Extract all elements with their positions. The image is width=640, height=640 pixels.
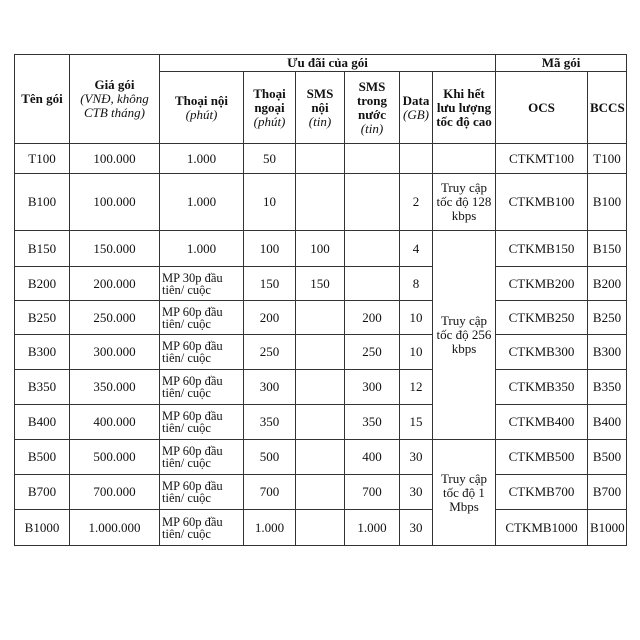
cell-sms-nuoc: 200: [345, 301, 400, 335]
header-ten-goi: Tên gói: [15, 55, 70, 144]
cell-ten: T100: [15, 144, 70, 174]
cell-sms-noi: [296, 335, 345, 370]
cell-sms-nuoc: 350: [345, 405, 400, 440]
table-row: [15, 405, 627, 440]
cell-ocs: CTKMB500: [496, 440, 588, 475]
cell-ten: B200: [15, 267, 70, 301]
cell-sms-nuoc: [345, 267, 400, 301]
cell-sms-nuoc: 400: [345, 440, 400, 475]
table-row: [15, 231, 627, 267]
cell-thoai-noi: 1.000: [160, 144, 244, 174]
cell-gia: 250.000: [70, 301, 160, 335]
cell-ocs: CTKMB150: [496, 231, 588, 267]
header-data: [400, 72, 433, 144]
cell-sms-nuoc: [345, 231, 400, 267]
cell-ten: B250: [15, 301, 70, 335]
cell-bccs: B250: [588, 301, 627, 335]
cell-sms-nuoc: 250: [345, 335, 400, 370]
cell-thoai-ngoai: 200: [244, 301, 296, 335]
cell-ten: B150: [15, 231, 70, 267]
cell-thoai-noi: MP 60p đầu tiên/ cuộc: [160, 510, 244, 546]
table-row: [15, 267, 627, 301]
cell-data: [400, 144, 433, 174]
cell-gia: 100.000: [70, 144, 160, 174]
cell-gia: 500.000: [70, 440, 160, 475]
cell-thoai-noi: 1.000: [160, 174, 244, 231]
cell-bccs: B150: [588, 231, 627, 267]
table-row: [15, 440, 627, 475]
cell-bccs: B700: [588, 475, 627, 510]
cell-gia: 700.000: [70, 475, 160, 510]
cell-thoai-ngoai: 300: [244, 370, 296, 405]
table-row: [15, 144, 627, 174]
cell-ten: B1000: [15, 510, 70, 546]
cell-thoai-noi: MP 60p đầu tiên/ cuộc: [160, 301, 244, 335]
cell-thoai-ngoai: 50: [244, 144, 296, 174]
header-data-sub: (GB): [403, 106, 429, 122]
cell-ten: B100: [15, 174, 70, 231]
cell-sms-noi: [296, 440, 345, 475]
cell-gia: 100.000: [70, 174, 160, 231]
cell-thoai-ngoai: 500: [244, 440, 296, 475]
header-sms-trong-nuoc-sub: (tin): [360, 120, 384, 136]
header-sms-trong-nuoc-label: SMS trong nước: [356, 78, 388, 122]
cell-thoai-ngoai: 1.000: [244, 510, 296, 546]
header-thoai-noi-sub: (phút): [185, 106, 218, 122]
cell-sms-noi: [296, 144, 345, 174]
cell-sms-noi: [296, 174, 345, 231]
cell-thoai-ngoai: 150: [244, 267, 296, 301]
cell-sms-nuoc: [345, 174, 400, 231]
table-row: [15, 475, 627, 510]
cell-thoai-ngoai: 10: [244, 174, 296, 231]
cell-thoai-noi: MP 60p đầu tiên/ cuộc: [160, 370, 244, 405]
cell-thoai-noi: MP 30p đầu tiên/ cuộc: [160, 267, 244, 301]
cell-ten: B400: [15, 405, 70, 440]
cell-data: 10: [400, 301, 433, 335]
cell-data: 4: [400, 231, 433, 267]
cell-sms-noi: 100: [296, 231, 345, 267]
cell-ocs: CTKMB300: [496, 335, 588, 370]
cell-data: 12: [400, 370, 433, 405]
cell-sms-noi: [296, 301, 345, 335]
cell-thoai-ngoai: 250: [244, 335, 296, 370]
cell-speed-256: Truy cập tốc độ 256 kbps: [433, 231, 496, 440]
cell-data: 10: [400, 335, 433, 370]
cell-thoai-noi: MP 60p đầu tiên/ cuộc: [160, 475, 244, 510]
header-gia-goi-label: Giá gói: [94, 77, 135, 92]
cell-sms-noi: [296, 405, 345, 440]
cell-thoai-noi: MP 60p đầu tiên/ cuộc: [160, 335, 244, 370]
cell-thoai-ngoai: 100: [244, 231, 296, 267]
cell-gia: 150.000: [70, 231, 160, 267]
header-sms-noi-label: SMS nội: [306, 85, 334, 115]
cell-gia: 300.000: [70, 335, 160, 370]
header-thoai-ngoai: [244, 72, 296, 144]
cell-sms-noi: [296, 370, 345, 405]
header-ma-goi: Mã gói: [496, 55, 627, 72]
header-sms-trong-nuoc: [345, 72, 400, 144]
header-sms-noi: [296, 72, 345, 144]
table-row: [15, 510, 627, 546]
cell-bccs: T100: [588, 144, 627, 174]
package-table: [14, 54, 627, 546]
cell-gia: 400.000: [70, 405, 160, 440]
cell-ocs: CTKMB1000: [496, 510, 588, 546]
cell-data: 2: [400, 174, 433, 231]
header-data-label: Data: [402, 92, 430, 108]
cell-ocs: CTKMT100: [496, 144, 588, 174]
cell-ten: B350: [15, 370, 70, 405]
cell-bccs: B400: [588, 405, 627, 440]
header-sms-noi-sub: (tin): [308, 113, 332, 129]
header-gia-goi-sub: (VNĐ, không CTB tháng): [80, 91, 149, 120]
header-ocs: OCS: [496, 72, 588, 144]
cell-bccs: B100: [588, 174, 627, 231]
cell-data: 30: [400, 475, 433, 510]
table-row: [15, 301, 627, 335]
header-thoai-ngoai-sub: (phút): [253, 113, 286, 129]
cell-sms-noi: [296, 510, 345, 546]
header-uu-dai: Ưu đãi của gói: [160, 55, 496, 72]
cell-khi-het-empty: [433, 144, 496, 174]
cell-data: 30: [400, 440, 433, 475]
cell-data: 15: [400, 405, 433, 440]
cell-data: 8: [400, 267, 433, 301]
table-row: [15, 335, 627, 370]
header-gia-goi: [70, 55, 160, 144]
cell-thoai-noi: MP 60p đầu tiên/ cuộc: [160, 440, 244, 475]
cell-ocs: CTKMB250: [496, 301, 588, 335]
header-thoai-noi-label: Thoại nội: [174, 92, 229, 108]
cell-ocs: CTKMB200: [496, 267, 588, 301]
cell-speed-1mbps: Truy cập tốc độ 1 Mbps: [433, 440, 496, 546]
cell-bccs: B1000: [588, 510, 627, 546]
cell-gia: 350.000: [70, 370, 160, 405]
cell-bccs: B350: [588, 370, 627, 405]
cell-ocs: CTKMB400: [496, 405, 588, 440]
header-thoai-ngoai-label: Thoại ngoại: [253, 85, 286, 115]
table-row: [15, 370, 627, 405]
cell-sms-nuoc: [345, 144, 400, 174]
table-row: [15, 174, 627, 231]
cell-speed-128: Truy cập tốc độ 128 kbps: [433, 174, 496, 231]
cell-sms-nuoc: 300: [345, 370, 400, 405]
cell-ocs: CTKMB700: [496, 475, 588, 510]
cell-gia: 1.000.000: [70, 510, 160, 546]
cell-sms-nuoc: 700: [345, 475, 400, 510]
header-thoai-noi: [160, 72, 244, 144]
header-khi-het: Khi hết lưu lượng tốc độ cao: [433, 72, 496, 144]
package-table-container: [14, 54, 626, 564]
cell-data: 30: [400, 510, 433, 546]
cell-bccs: B200: [588, 267, 627, 301]
cell-ten: B500: [15, 440, 70, 475]
cell-sms-noi: 150: [296, 267, 345, 301]
cell-ten: B700: [15, 475, 70, 510]
cell-sms-noi: [296, 475, 345, 510]
cell-thoai-ngoai: 350: [244, 405, 296, 440]
cell-thoai-ngoai: 700: [244, 475, 296, 510]
cell-ocs: CTKMB100: [496, 174, 588, 231]
cell-thoai-noi: 1.000: [160, 231, 244, 267]
cell-sms-nuoc: 1.000: [345, 510, 400, 546]
cell-bccs: B500: [588, 440, 627, 475]
cell-ocs: CTKMB350: [496, 370, 588, 405]
cell-bccs: B300: [588, 335, 627, 370]
cell-gia: 200.000: [70, 267, 160, 301]
cell-thoai-noi: MP 60p đầu tiên/ cuộc: [160, 405, 244, 440]
cell-ten: B300: [15, 335, 70, 370]
header-bccs: BCCS: [588, 72, 627, 144]
